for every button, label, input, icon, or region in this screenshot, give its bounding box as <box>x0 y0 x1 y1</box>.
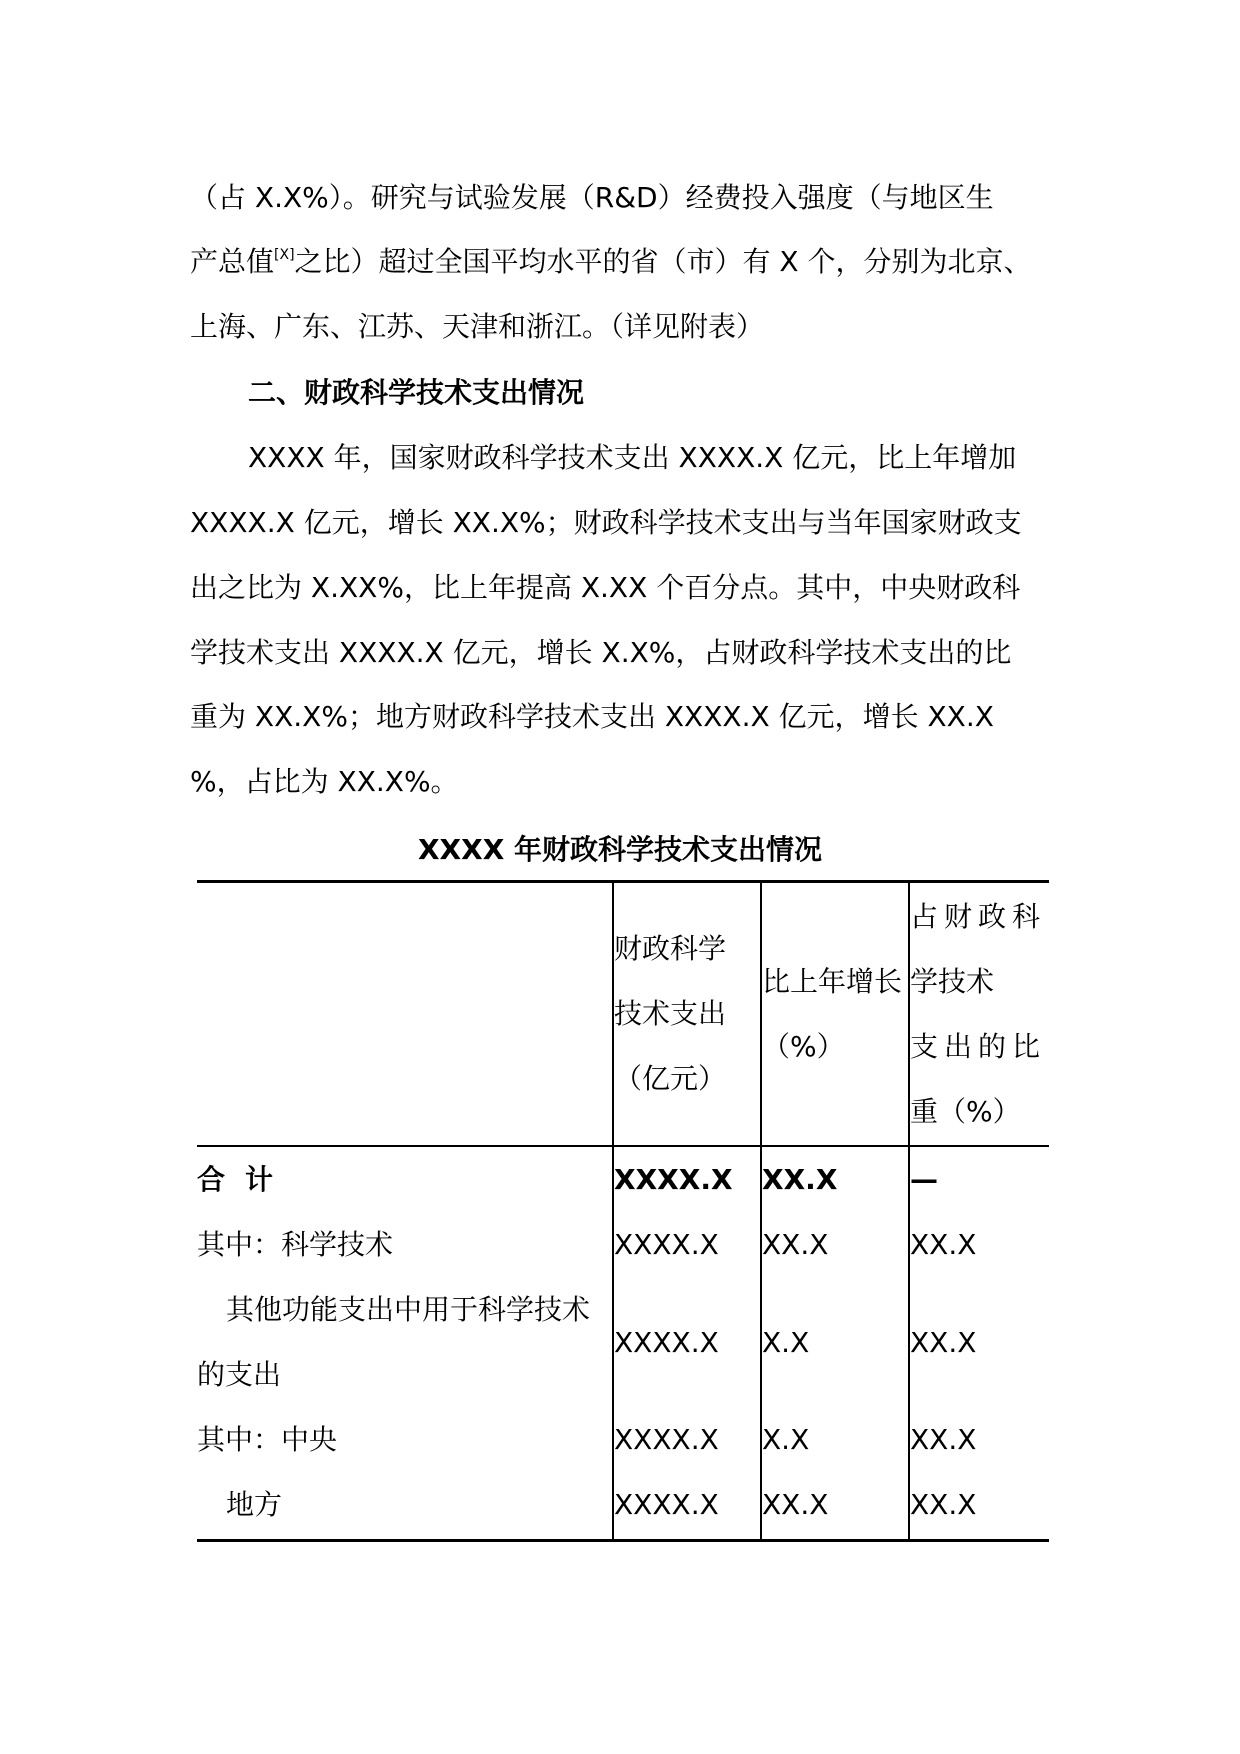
paragraph-1-line-3: 上海、广东、江苏、天津和浙江。（详见附表） <box>190 310 765 343</box>
header-growth <box>762 949 908 1079</box>
paragraph-1-line-2-end: 之比）超过全国平均水平的省（市）有 X 个，分别为北京、 <box>294 245 1032 278</box>
row-local-growth: XX.X <box>762 1488 829 1521</box>
row-total-expenditure: XXXX.X <box>614 1163 733 1196</box>
header-share <box>910 884 1050 1144</box>
row-central-share: XX.X <box>910 1423 977 1456</box>
row-science-expenditure: XXXX.X <box>614 1228 719 1261</box>
paragraph-1-line-1: （占 X.X%）。研究与试验发展（R&D）经费投入强度（与地区生 <box>190 181 994 214</box>
row-other-expenditure: XXXX.X <box>614 1326 719 1359</box>
section-heading: 二、财政科学技术支出情况 <box>248 376 585 409</box>
paragraph-2-line-4: 学技术支出 XXXX.X 亿元，增长 X.X%，占财政科学技术支出的比 <box>190 636 1012 669</box>
row-central-expenditure: XXXX.X <box>614 1423 719 1456</box>
header-share-line: 支出的比 <box>910 1030 1040 1063</box>
header-growth-line: 比上年增长 <box>762 965 903 998</box>
row-other-share: XX.X <box>910 1326 977 1359</box>
paragraph-2-line-1: XXXX 年，国家财政科学技术支出 XXXX.X 亿元，比上年增加 <box>248 441 1017 474</box>
header-expenditure-line: （亿元） <box>614 1062 727 1095</box>
table-header-rule <box>197 1145 1049 1147</box>
row-central-label: 其中：中央 <box>197 1423 338 1456</box>
header-expenditure-line: 财政科学 <box>614 932 727 965</box>
header-share-line: 重（%） <box>910 1095 1021 1128</box>
header-expenditure-line: 技术支出 <box>614 997 727 1030</box>
table-bottom-rule <box>197 1539 1049 1542</box>
paragraph-2-line-5: 重为 XX.X%；地方财政科学技术支出 XXXX.X 亿元，增长 XX.X <box>190 700 994 733</box>
row-local-expenditure: XXXX.X <box>614 1488 719 1521</box>
paragraph-2-line-3: 出之比为 X.XX%，比上年提高 X.XX 个百分点。其中，中央财政科 <box>190 571 1021 604</box>
table-title: XXXX 年财政科学技术支出情况 <box>417 833 823 866</box>
row-other-growth: X.X <box>762 1326 810 1359</box>
paragraph-1-line-2 <box>190 242 1032 282</box>
header-share-line: 学技术 <box>910 965 995 998</box>
row-local-label: 地方 <box>226 1488 283 1521</box>
header-share-line: 占财政科 <box>910 900 1040 933</box>
table-top-rule <box>197 880 1049 883</box>
paragraph-2-line-6: %，占比为 XX.X%。 <box>190 765 459 798</box>
row-other-label-line-1: 其他功能支出中用于科学技术 <box>226 1293 591 1326</box>
header-expenditure <box>614 916 760 1111</box>
row-science-share: XX.X <box>910 1228 977 1261</box>
row-central-growth: X.X <box>762 1423 810 1456</box>
row-science-label: 其中：科学技术 <box>197 1228 394 1261</box>
row-other-label-line-2: 的支出 <box>197 1358 282 1391</box>
row-total-label: 合计 <box>197 1163 294 1196</box>
row-local-share: XX.X <box>910 1488 977 1521</box>
paragraph-1-line-2-start: 产总值 <box>190 245 275 278</box>
row-science-growth: XX.X <box>762 1228 829 1261</box>
paragraph-2-line-2: XXXX.X 亿元，增长 XX.X%；财政科学技术支出与当年国家财政支 <box>190 506 1022 539</box>
row-total-share: — <box>910 1163 938 1196</box>
footnote-marker: [X] <box>274 247 295 263</box>
row-total-growth: XX.X <box>762 1163 838 1196</box>
header-growth-line: （%） <box>762 1030 845 1063</box>
